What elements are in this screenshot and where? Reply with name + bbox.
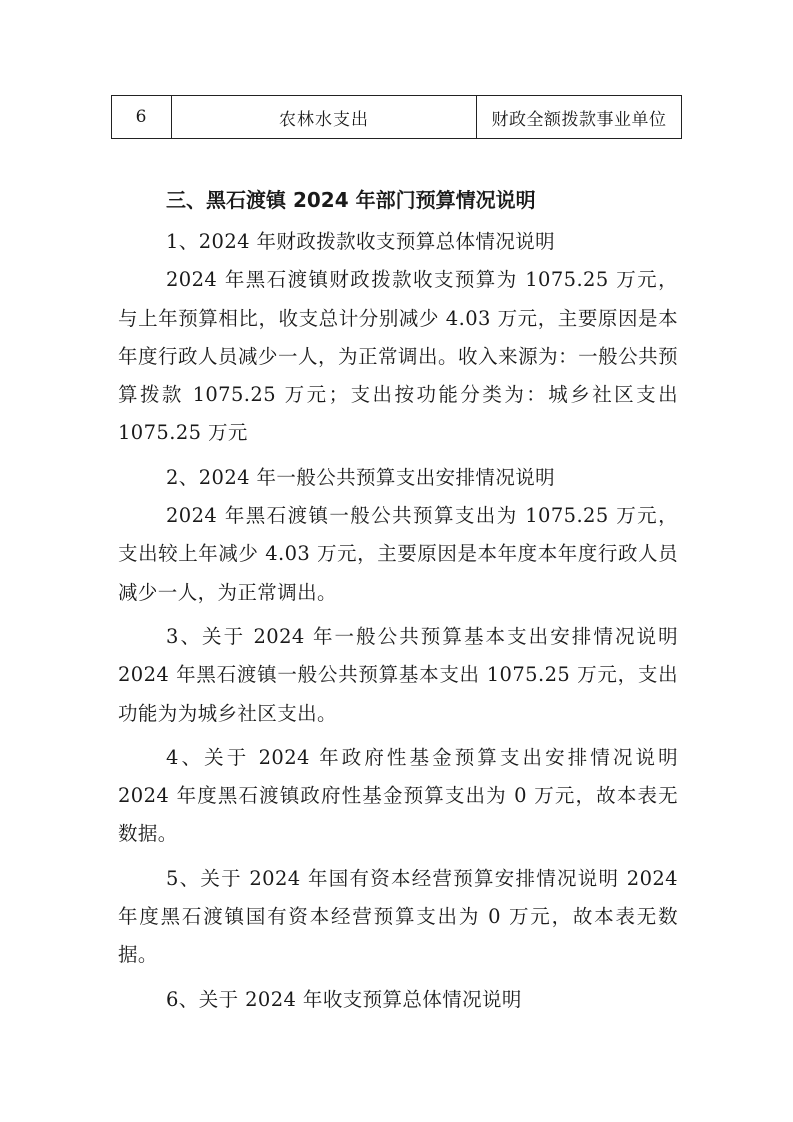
- paragraph-total-budget: 2024 年黑石渡镇财政拨款收支预算为 1075.25 万元，与上年预算相比，收支总计分别减少 4.03 万元，主要原因是本年度行政人员减少一人，为正常调出。收入来源为：一般公共预算拨款 1075.25 万元；支出按功能分类为：城乡社区支出 1075.25 万元: [118, 268, 678, 445]
- section-title: 三、黑石渡镇 2024 年部门预算情况说明: [166, 188, 536, 212]
- document-body: [118, 178, 678, 1025]
- expense-category-cell: 农林水支出: [172, 96, 477, 138]
- paragraph-basic-expenditure: 3、关于 2024 年一般公共预算基本支出安排情况说明 2024 年黑石渡镇一般公共预算基本支出 1075.25 万元，支出功能为为城乡社区支出。: [118, 624, 678, 725]
- paragraph-government-fund: 4、关于 2024 年政府性基金预算支出安排情况说明 2024 年度黑石渡镇政府性基金预算支出为 0 万元，故本表无数据。: [118, 745, 678, 846]
- paragraph-general-budget: 2024 年黑石渡镇一般公共预算支出为 1075.25 万元，支出较上年减少 4.03 万元，主要原因是本年度本年度行政人员减少一人，为正常调出。: [118, 504, 678, 604]
- subsection-heading-2: 2、2024 年一般公共预算支出安排情况说明: [166, 465, 556, 489]
- subsection-heading-6: 6、关于 2024 年收支预算总体情况说明: [166, 987, 522, 1011]
- unit-type-cell: 财政全额拨款事业单位: [491, 109, 667, 130]
- paragraph-state-capital: 5、关于 2024 年国有资本经营预算安排情况说明 2024 年度黑石渡镇国有资本经营预算支出为 0 万元，故本表无数据。: [118, 866, 678, 967]
- row-index-cell: 6: [112, 96, 172, 138]
- budget-table-row: [111, 95, 682, 139]
- subsection-heading-1: 1、2024 年财政拨款收支预算总体情况说明: [166, 230, 556, 253]
